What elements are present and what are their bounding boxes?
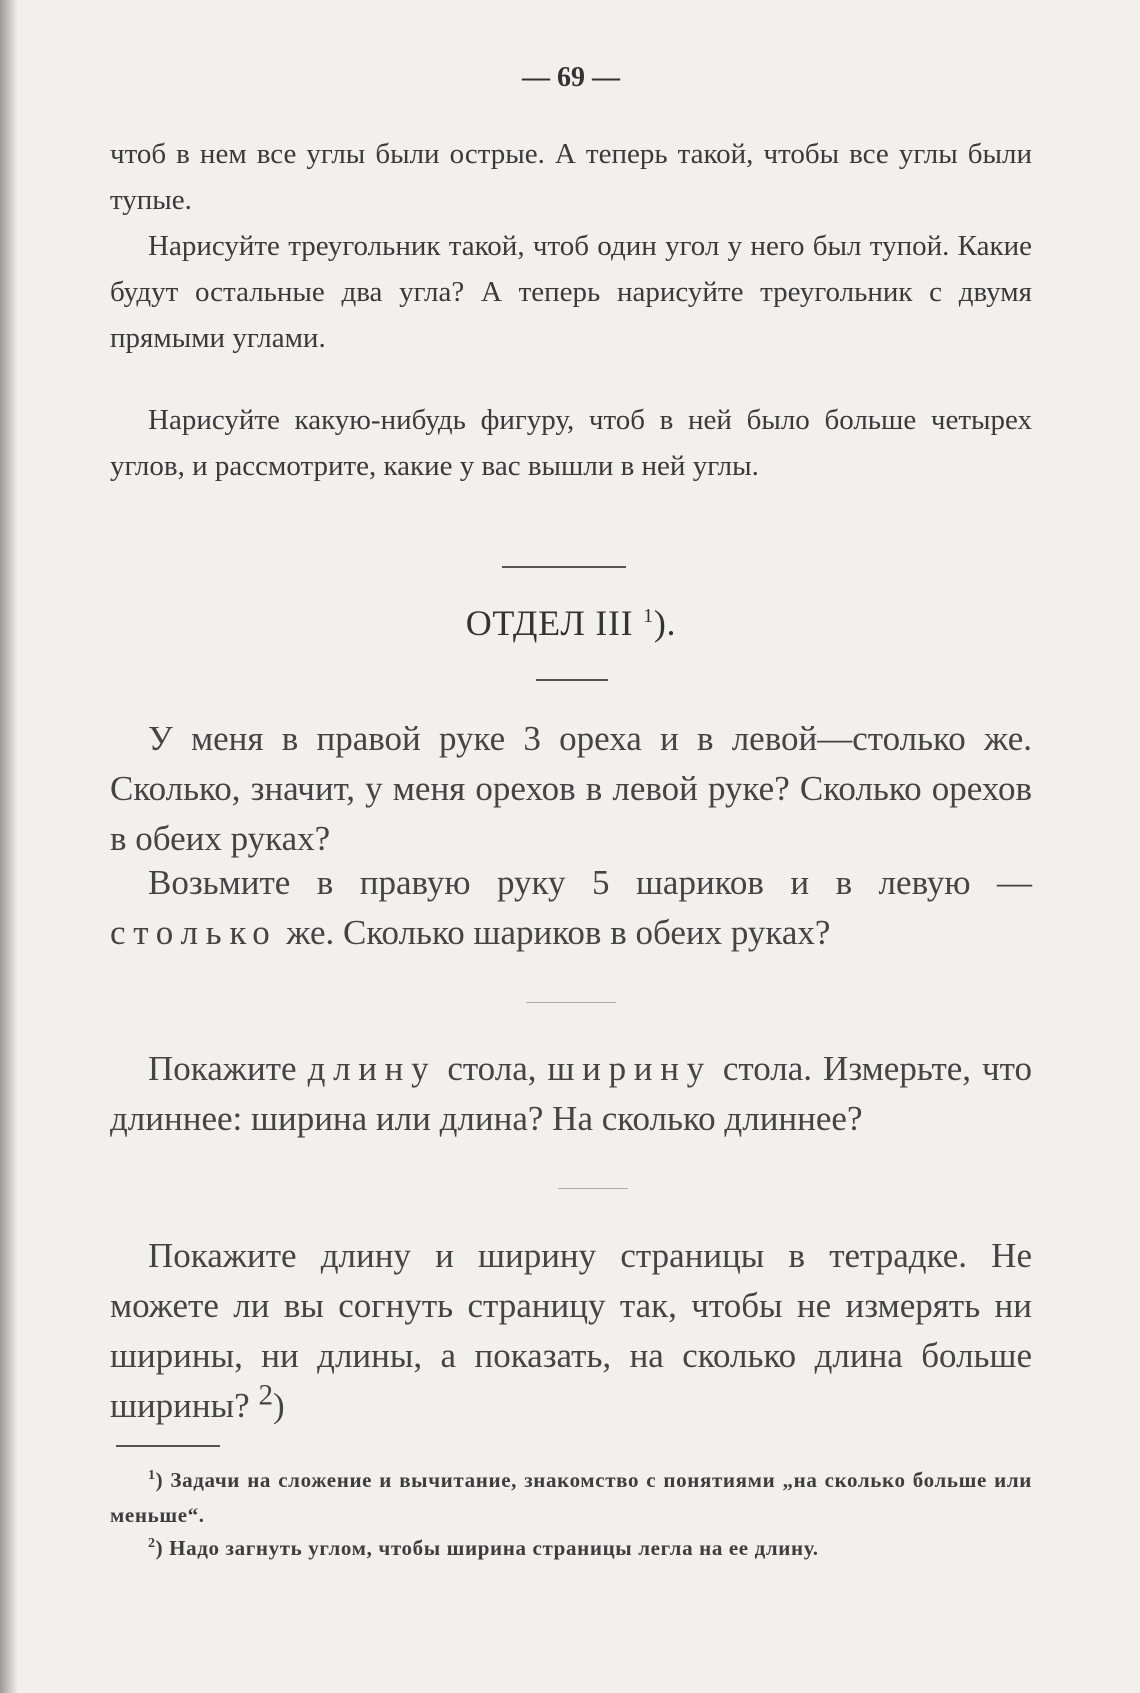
- exercise-balls: [110, 858, 1032, 958]
- separator-faint-rule: [526, 1002, 616, 1003]
- exercise-table-part3: стола. Измерьте, что длиннее: ширина или длина? На сколько длиннее?: [110, 1049, 1032, 1138]
- exercise-page-fold: [110, 1231, 1032, 1431]
- footnote-1-marker: 1: [148, 1468, 156, 1483]
- heading-underline-rule: [536, 679, 608, 681]
- separator-rule: [502, 566, 626, 568]
- footnote-2-marker: 2: [148, 1536, 156, 1551]
- exercise-balls-emphasis: столько: [110, 913, 278, 952]
- exercise-table-emphasis-width: ширину: [547, 1049, 712, 1088]
- exercise-table: [110, 1044, 1032, 1144]
- footnote-2-text: ) Надо загнуть углом, чтобы ширина страницы легла на ее длину.: [155, 1536, 819, 1560]
- footnote-1: [110, 1463, 1032, 1533]
- exercise-table-part2: стола,: [436, 1049, 548, 1088]
- paragraph-triangle: Нарисуйте треугольник такой, чтоб один угол у него был тупой. Какие будут остальные два угла? А теперь нарисуйте треугольник с двумя прямыми углами.: [110, 230, 1032, 354]
- footnote-rule: [116, 1445, 220, 1447]
- book-spine-shadow: [0, 0, 18, 1693]
- exercise-balls-before: Возьмите в правую руку 5 шариков и в левую —: [148, 863, 1032, 902]
- footnote-1-text: ) Задачи на сложение и вычитание, знакомство с понятиями „на сколько больше или меньше“.: [110, 1468, 1032, 1527]
- footnote-ref-2[interactable]: 2: [258, 1379, 274, 1412]
- section-heading-suffix: ).: [653, 603, 677, 643]
- exercise-table-part1: Покажите: [148, 1049, 308, 1088]
- footnote-ref-1[interactable]: 1: [643, 605, 654, 627]
- section-heading: [110, 602, 1032, 644]
- exercise-table-emphasis-length: длину: [307, 1049, 437, 1088]
- book-page: [110, 0, 1032, 1693]
- exercise-nuts: У меня в правой руке 3 ореха и в левой—столько же. Сколько, значит, у меня орехов в левой руке? Сколько орехов в обеих руках?: [110, 719, 1032, 858]
- footnote-2: [110, 1531, 1032, 1566]
- exercise-balls-after: же. Сколько шариков в обеих руках?: [277, 913, 831, 952]
- paragraph-acute-obtuse: чтоб в нем все углы были острые. А теперь такой, чтобы все углы были тупые.: [110, 138, 1032, 216]
- exercise-page-fold-suffix: ): [273, 1386, 285, 1425]
- section-heading-text: ОТДЕЛ III: [465, 603, 634, 643]
- exercise-page-fold-text: Покажите длину и ширину страницы в тетрадке. Не можете ли вы согнуть страницу так, чтобы не измерять ни ширины, ни длины, а показать, на сколько длина больше ширины?: [110, 1236, 1032, 1425]
- paragraph-polygon: Нарисуйте какую-нибудь фигуру, чтоб в ней было больше четырех углов, и рассмотрите, какие у вас вышли в ней углы.: [110, 404, 1032, 482]
- separator-rule-2: [558, 1188, 628, 1189]
- page-number: — 69 —: [522, 62, 620, 93]
